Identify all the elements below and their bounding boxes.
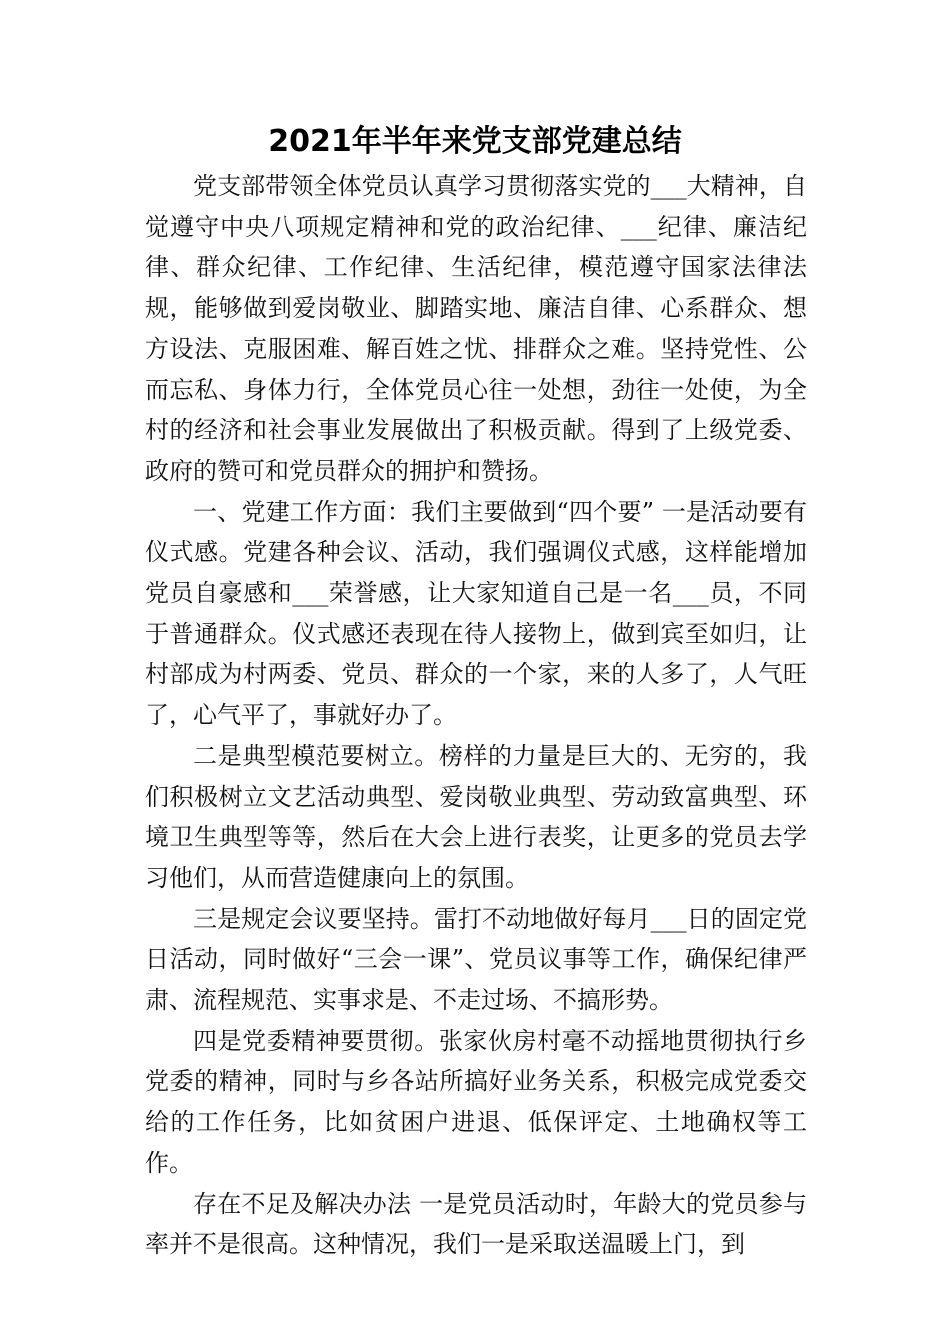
document-title: 2021年半年来党支部党建总结	[268, 124, 682, 159]
paragraph-intro: 党支部带领全体党员认真学习贯彻落实党的___大精神，自觉遵守中央八项规定精神和党的政治纪律、___纪律、廉洁纪律、群众纪律、工作纪律、生活纪律，模范遵守国家法律法规，能够做到爱岗敬业、脚踏实地、廉洁自律、心系群众、想方设法、克服困难、解百姓之忧、排群众之难。坚持党性、公而忘私、身体力行，全体党员心往一处想，劲往一处使，为全村的经济和社会事业发展做出了积极贡献。得到了上级党委、政府的赞可和党员群众的拥护和赞扬。	[145, 172, 807, 485]
document-body	[145, 166, 807, 1265]
paragraph-role-models: 二是典型模范要树立。榜样的力量是巨大的、无穷的，我们积极树立文艺活动典型、爱岗敬业典型、劳动致富典型、环境卫生典型等等，然后在大会上进行表奖，让更多的党员去学习他们，从而营造健康向上的氛围。	[145, 741, 807, 892]
paragraph-meetings: 三是规定会议要坚持。雷打不动地做好每月___日的固定党日活动，同时做好“三会一课”、党员议事等工作，确保纪律严肃、流程规范、实事求是、不走过场、不搞形势。	[145, 904, 807, 1015]
paragraph-committee-spirit: 四是党委精神要贯彻。张家伙房村毫不动摇地贯彻执行乡党委的精神，同时与乡各站所搞好业务关系，积极完成党委交给的工作任务，比如贫困户进退、低保评定、土地确权等工作。	[145, 1026, 807, 1177]
paragraph-shortcomings: 存在不足及解决办法 一是党员活动时，年龄大的党员参与率并不是很高。这种情况，我们一是采取送温暖上门，到	[145, 1189, 807, 1259]
paragraph-party-building: 一、党建工作方面：我们主要做到“四个要” 一是活动要有仪式感。党建各种会议、活动，我们强调仪式感，这样能增加党员自豪感和___荣誉感，让大家知道自己是一名___员，不同于普通群众。仪式感还表现在待人接物上，做到宾至如归，让村部成为村两委、党员、群众的一个家，来的人多了，人气旺了，心气平了，事就好办了。	[145, 497, 807, 730]
